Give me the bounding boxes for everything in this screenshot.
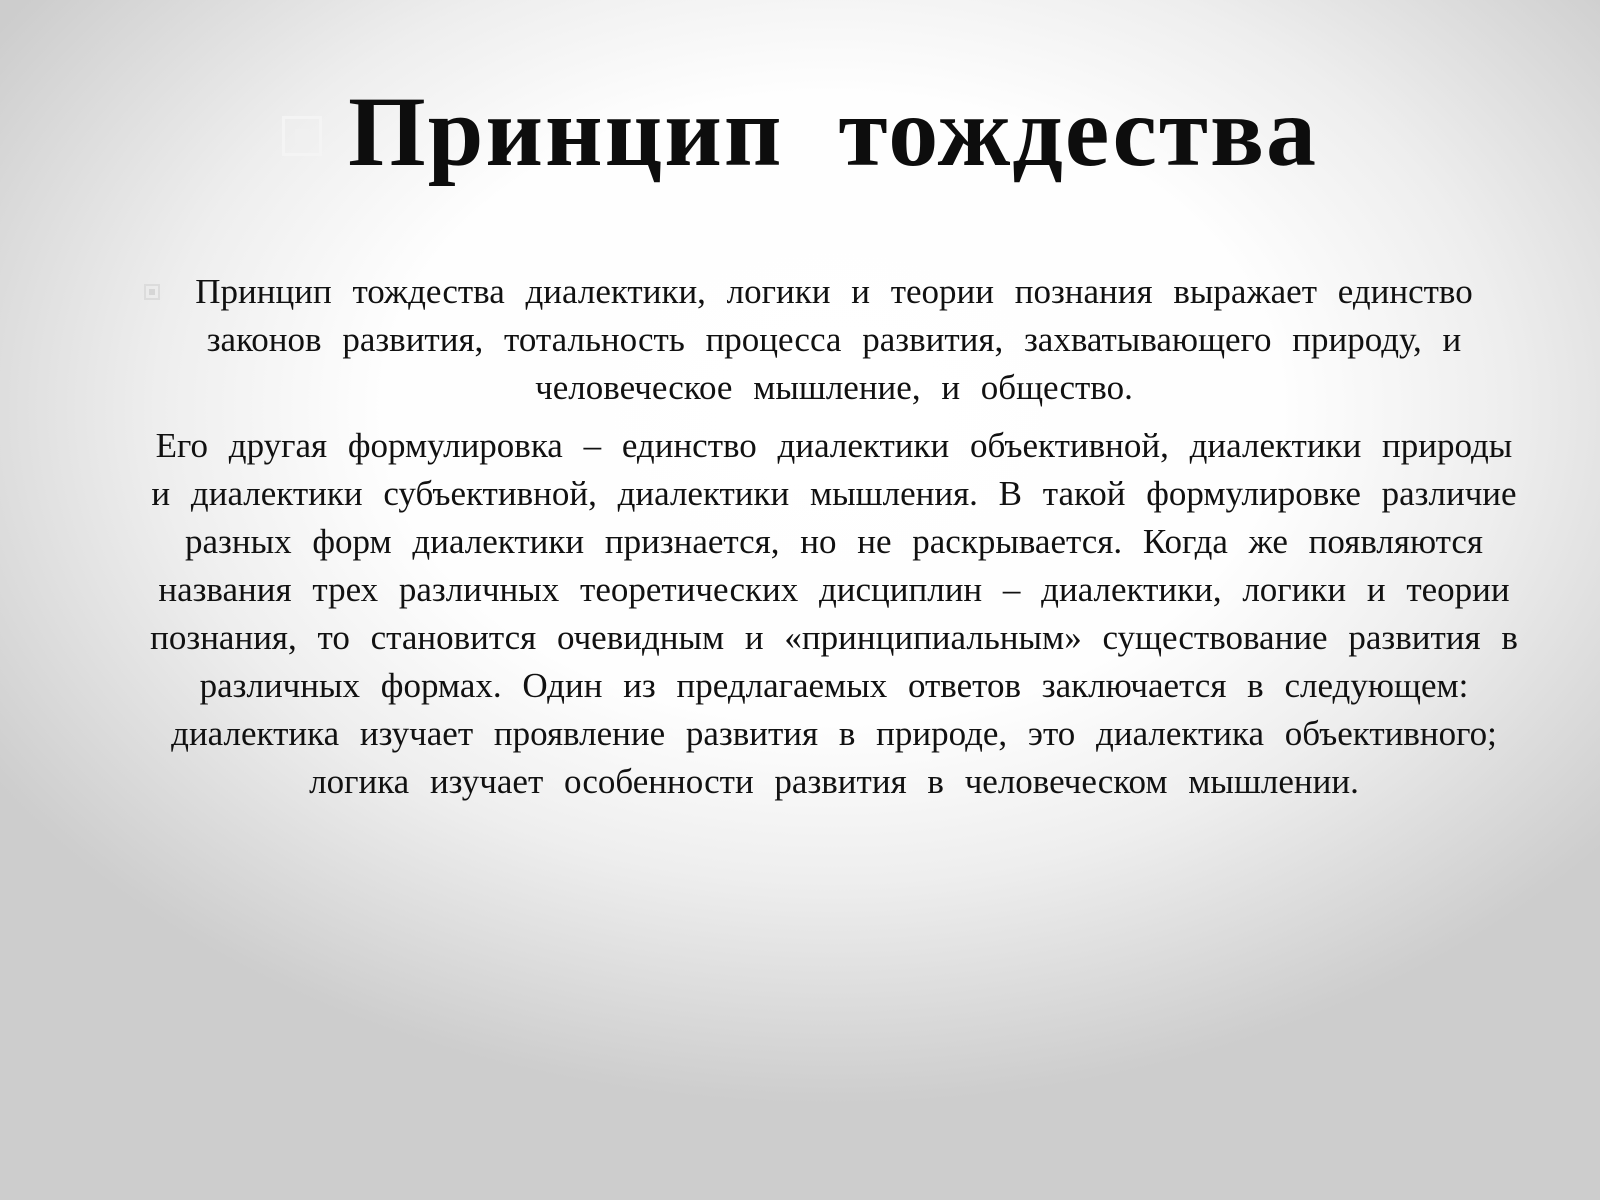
title-area	[0, 72, 1600, 192]
square-bullet-icon	[144, 284, 160, 300]
paragraph-1-text: Принцип тождества диалектики, логики и теории познания выражает единство законов развития, тотальность процесса развития, захватывающего природу, и человеческое мышление, и общество.	[195, 272, 1473, 407]
paragraph-2	[150, 422, 1518, 806]
slide-body	[150, 268, 1518, 816]
paragraph-2-text: Его другая формулировка – единство диалектики объективной, диалектики природы и диалектики субъективной, диалектики мышления. В такой формулировке различие разных форм диалектики признается, но не раскрывается. Когда же появляются названия трех различных теоретических дисциплин – диалектики, логики и теории познания, то становится очевидным и «принципиальным» существование развития в различных формах. Один из предлагаемых ответов заключается в следующем: диалектика изучает проявление развития в природе, это диалектика объективного; логика изучает особенности развития в человеческом мышлении.	[150, 426, 1518, 801]
paragraph-1	[150, 268, 1518, 412]
square-bullet-icon	[282, 116, 322, 156]
slide-title: Принцип тождества	[347, 76, 1318, 187]
